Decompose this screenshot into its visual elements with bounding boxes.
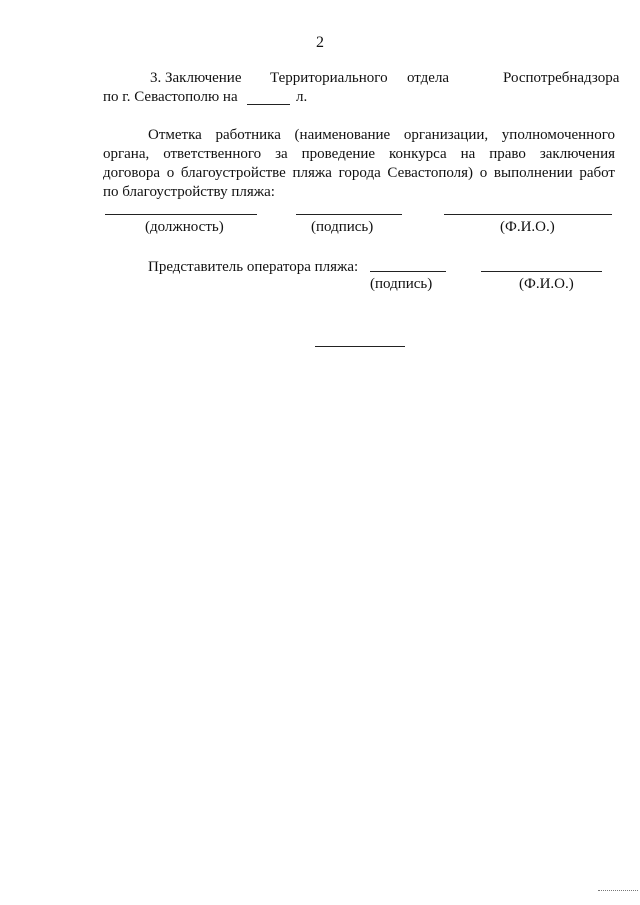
section3-word: Территориального [270, 70, 388, 86]
note-line: органа, ответственного за проведение конкурса на право заключения [103, 146, 615, 162]
representative-label: Представитель оператора пляжа: [148, 259, 359, 275]
representative-name-line [481, 271, 602, 272]
position-signature-line [105, 214, 257, 215]
section3-line2-suffix: л. [296, 89, 308, 105]
section3-blank-field [247, 104, 290, 105]
section3-line2-prefix: по г. Севастополю на [103, 89, 238, 105]
section3-word: 3. Заключение [150, 70, 242, 86]
note-line: по благоустройству пляжа: [103, 184, 275, 200]
name-caption: (Ф.И.О.) [500, 219, 555, 235]
representative-name-caption: (Ф.И.О.) [519, 276, 574, 292]
representative-signature-caption: (подпись) [370, 276, 433, 292]
signature-caption: (подпись) [311, 219, 374, 235]
name-signature-line [444, 214, 612, 215]
position-caption: (должность) [145, 219, 224, 235]
note-line: договора о благоустройстве пляжа города Севастополя) о выполнении работ [103, 165, 615, 181]
closing-rule [315, 346, 405, 347]
section3-word: отдела [407, 70, 450, 86]
note-line: Отметка работника (наименование организации, уполномоченного [148, 127, 615, 143]
section3-word: Роспотребнадзора [503, 70, 620, 86]
page-number: 2 [316, 34, 324, 51]
representative-signature-line [370, 271, 446, 272]
corner-mark [598, 890, 638, 891]
signature-line [296, 214, 402, 215]
